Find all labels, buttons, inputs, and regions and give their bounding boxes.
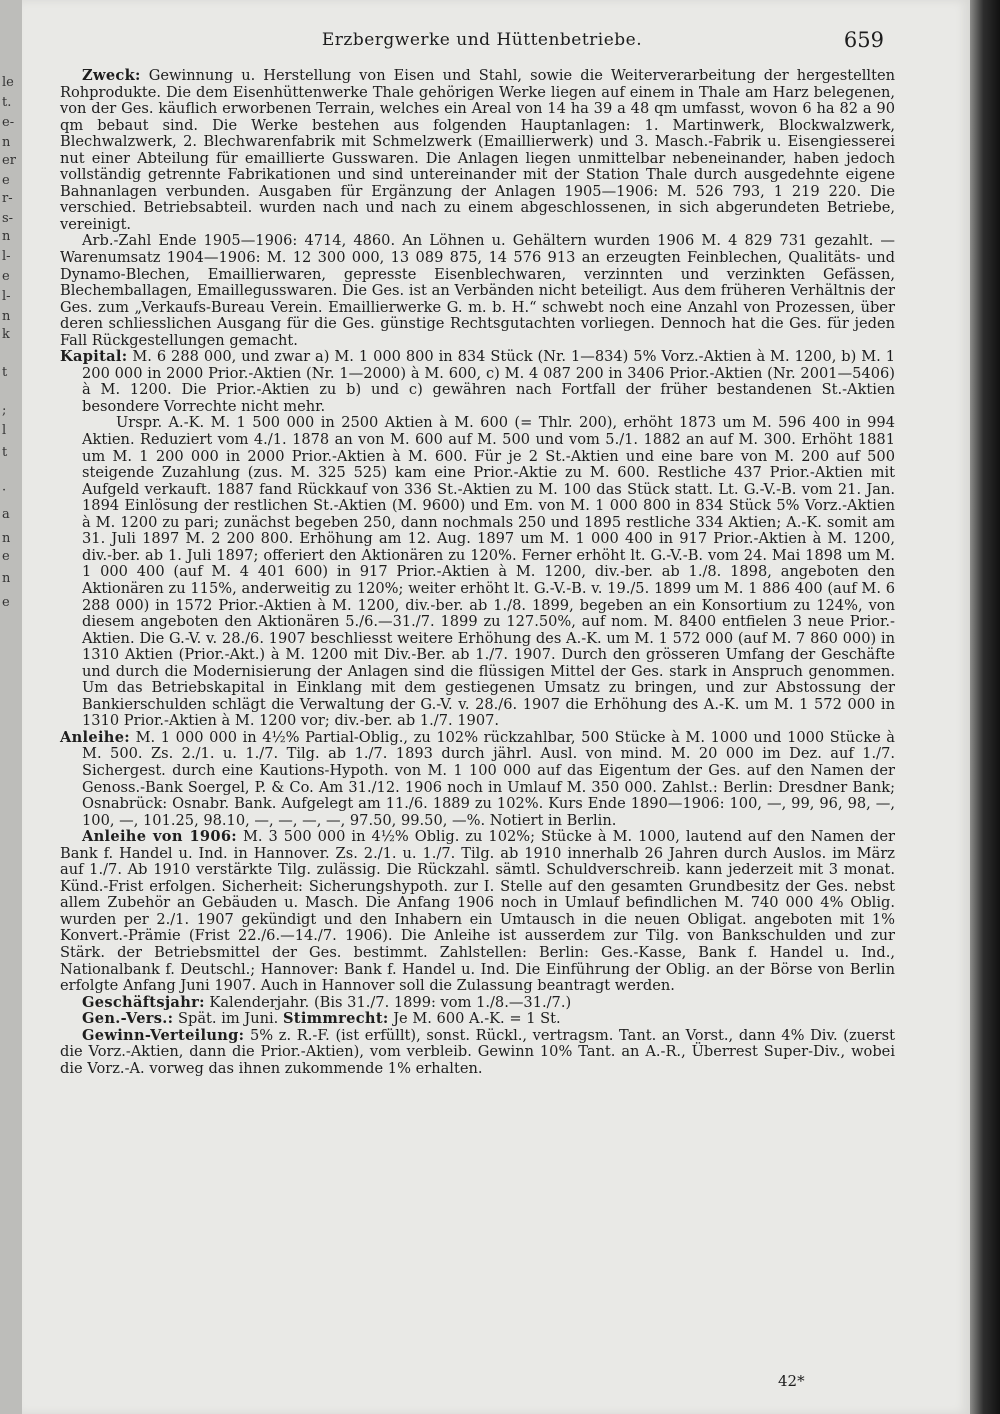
geschaeftsjahr-line	[60, 995, 895, 1012]
margin-fragment: e	[2, 173, 10, 188]
anleihe-text: M. 1 000 000 in 4½% Partial-Oblig., zu 102% rückzahlbar, 500 Stücke à M. 1000 und 1000 Stücke à M. 500. Zs. 2./1. u. 1./7. Tilg. ab 1./7. 1893 durch jährl. Ausl. von mind. M. 20 000 im Dez. auf 1./7. Sichergest. durch eine Kautions-Hypoth. von M. 1 100 000 auf das Eigentum der Ges. auf den Namen der Genoss.-Bank Soergel, P. & Co. Am 31./12. 1906 noch in Umlauf M. 350 000. Zahlst.: Berlin: Dresdner Bank; Osnabrück: Osnabr. Bank. Aufgelegt am 11./6. 1889 zu 102%. Kurs Ende 1890—1906: 100, —, 99, 96, 98, —, 100, —, 101.25, 98.10, —, —, —, —, 97.50, 99.50, —%. Notiert in Berlin.	[82, 728, 896, 829]
anleihe-section	[60, 730, 895, 829]
kapital-history-text: Urspr. A.-K. M. 1 500 000 in 2500 Aktien à M. 600 (= Thlr. 200), erhöht 1873 um M. 596 400 in 994 Aktien. Reduziert vom 4./1. 1878 an von M. 600 auf M. 500 und vom 5./1. 1882 an auf M. 300. Erhöht 1881 um M. 1 200 000 in 2000 Prior.-Aktien à M. 600. Für je 2 St.-Aktien und eine bare von M. 200 auf 500 steigende Zuzahlung (zus. M. 325 525) kam eine Prior.-Aktie zu M. 600. Restliche 437 Prior.-Aktien mit Aufgeld verkauft. 1887 fand Rückkauf von 336 St.-Aktien zu M. 100 das Stück statt. Lt. G.-V.-B. vom 21. Jan. 1894 Einlösung der restlichen St.-Aktien (M. 9600) und Em. von M. 1 000 800 in 834 Stück 5% Vorz.-Aktien à M. 1200 zu pari; zunächst begeben 250, dann nochmals 250 und 1895 restliche 334 Aktien; A.-K. somit am 31. Juli 1897 M. 2 200 800. Erhöhung am 12. Aug. 1897 um M. 1 000 400 in 917 Prior.-Aktien à M. 1200, div.-ber. ab 1. Juli 1897; offeriert den Aktionären zu 120%. Ferner erhöht lt. G.-V.-B. vom 24. Mai 1898 um M. 1 000 400 (auf M. 4 401 600) in 917 Prior.-Aktien à M. 1200, div.-ber. ab 1./8. 1898, angeboten den Aktionären zu 115%, anderweitig zu 120%; weiter erhöht lt. G.-V.-B. v. 19./5. 1899 um M. 1 886 400 (auf M. 6 288 000) in 1572 Prior.-Aktien à M. 1200, div.-ber. ab 1./8. 1899, begeben an ein Konsortium zu 124%, von diesem angeboten den Aktionären 5./6.—31./7. 1899 zu 127.50%, auf nom. M. 8400 entfielen 3 neue Prior.-Aktien. Die G.-V. v. 28./6. 1907 beschliesst weitere Erhöhung des A.-K. um M. 1 572 000 (auf M. 7 860 000) in 1310 Aktien (Prior.-Akt.) à M. 1200 mit Div.-Ber. ab 1./7. 1907. Durch den grösseren Umfang der Geschäfte und durch die Modernisierung der Anlagen sind die flüssigen Mittel der Ges. stark in Anspruch genommen. Um das Betriebskapital in Einklang mit dem gestiegenen Umsatz zu bringen, und zur Abstossung der Bankierschulden schlägt die Verwaltung der G.-V. v. 28./6. 1907 die Erhöhung des A.-K. um M. 1 572 000 in 1310 Prior.-Aktien à M. 1200 vor; div.-ber. ab 1./7. 1907.	[82, 414, 895, 730]
margin-fragment: a	[2, 507, 10, 522]
stimmrecht-label: Stimmrecht:	[282, 1010, 389, 1028]
margin-fragment: e-	[2, 115, 15, 130]
arb-zahl-paragraph	[60, 233, 895, 349]
zweck-text: Gewinnung u. Herstellung von Eisen und Stahl, sowie die Weiterverarbeitung der hergestellten Rohprodukte. Die dem Eisenhüttenwerke Thale gehörigen Werke liegen auf einem in Thale am Harz belegenen, von der Ges. käuflich erworbenen Terrain, welches ein Areal von 14 ha 39 a 48 qm umfasst, wovon 6 ha 82 a 90 qm bebaut sind. Die Werke bestehen aus folgenden Hauptanlagen: 1. Martinwerk, Blockwalzwerk, Blechwalzwerk, 2. Blechwarenfabrik mit Schmelzwerk (Emaillierwerk) und 3. Masch.-Fabrik u. Eisengiesserei nut einer Abteilung für emaillierte Gusswaren. Die Anlagen liegen unmittelbar nebeneinander, haben jedoch vollständig getrennte Fabrikationen und sind untereinander mit der Station Thale durch ausgedehnte eigene Bahnanlagen verbunden. Ausgaben für Ergänzung der Anlagen 1905—1906: M. 526 793, 1 219 220. Die verschied. Betriebsabteil. wurden nach und nach zu einem abgeschlossenen, in sich abgerundeten Betriebe, vereinigt.	[60, 67, 895, 233]
anleihe-1906-section	[60, 829, 895, 994]
margin-fragment: n	[2, 531, 11, 546]
kapital-section	[60, 349, 895, 415]
margin-fragment: ;	[2, 403, 7, 418]
margin-fragment: l	[2, 423, 7, 438]
running-head: Erzbergwerke und Hüttenbetriebe.	[321, 30, 643, 50]
margin-fragment: e	[2, 549, 10, 564]
zweck-section	[60, 68, 895, 233]
margin-fragment: s-	[2, 211, 14, 226]
page-number: 659	[843, 28, 884, 52]
gen-vers-label: Gen.-Vers.:	[82, 1010, 174, 1028]
page-edge-shadow	[970, 0, 1000, 1414]
margin-fragment: l-	[2, 289, 11, 304]
margin-fragment: t.	[2, 95, 12, 110]
anleihe-1906-text: M. 3 500 000 in 4½% Oblig. zu 102%; Stücke à M. 1000, lautend auf den Namen der Bank f. Handel u. Ind. in Hannover. Zs. 2./1. u. 1./7. Tilg. ab 1910 innerhalb 26 Jahren durch Auslos. im März auf 1./7. Ab 1910 verstärkte Tilg. zulässig. Die Rückzahl. sämtl. Schuldverschreib. kann jederzeit mit 3 monat. Künd.-Frist erfolgen. Sicherheit: Sicherungshypoth. zur I. Stelle auf den gesamten Grundbesitz der Ges. nebst allem Zubehör an Gebäuden u. Masch. Die Anfang 1906 noch in Umlauf befindlichen M. 740 000 4% Oblig. wurden per 2./1. 1907 gekündigt und den Inhabern ein Umtausch in die neuen Obligat. angeboten mit 1% Konvert.-Prämie (Frist 22./6.—14./7. 1906). Die Anleihe ist ausserdem zur Tilg. von Bankschulden und zur Stärk. der Betriebsmittel der Ges. bestimmt. Zahlstellen: Berlin: Ges.-Kasse, Bank f. Handel u. Ind., Nationalbank f. Deutschl.; Hannover: Bank f. Handel u. Ind. Die Einführung der Oblig. an der Börse von Berlin erfolgte Anfang Juni 1907. Auch in Hannover soll die Zulassung beantragt werden.	[60, 828, 895, 995]
geschaeftsjahr-label: Geschäftsjahr:	[82, 993, 205, 1011]
gewinn-verteilung-text: 5% z. R.-F. (ist erfüllt), sonst. Rückl., vertragsm. Tant. an Vorst., dann 4% Div. (zuerst die Vorz.-Aktien, dann die Prior.-Aktien), vom verbleib. Gewinn 10% Tant. an A.-R., Überrest Super-Div., wobei die Vorz.-A. vorweg das ihnen zukommende 1% erhalten.	[60, 1026, 895, 1077]
margin-fragment: r-	[2, 191, 13, 206]
kapital-label: Kapital:	[60, 348, 128, 366]
arb-zahl-text: Arb.-Zahl Ende 1905—1906: 4714, 4860. An Löhnen u. Gehältern wurden 1906 M. 4 829 731 gezahlt. — Warenumsatz 1904—1906: M. 12 300 000, 13 089 875, 14 576 913 an erzeugten Feinblechen, Qualitäts- und Dynamo-Blechen, Emaillierwaren, gepresste Eisenblechwaren, verzinnten und verzinkten Gefässen, Blechemballagen, Emaillegusswaren. Die Ges. ist an Verbänden nicht beteiligt. Aus dem früheren Verhältnis der Ges. zum „Verkaufs-Bureau Verein. Emaillierwerke G. m. b. H.“ schwebt noch eine Anzahl von Prozessen, über deren schliesslichen Ausgang für die Ges. günstige Rechtsgutachten vorliegen. Dennoch hat die Ges. für jeden Fall Rückgestellungen gemacht.	[60, 232, 895, 349]
margin-fragment: le	[2, 75, 14, 90]
signature-mark: 42*	[778, 1372, 805, 1390]
margin-fragment: er	[2, 153, 16, 168]
geschaeftsjahr-text: Kalenderjahr. (Bis 31./7. 1899: vom 1./8.—31./7.)	[209, 993, 572, 1011]
margin-fragment: n	[2, 309, 11, 324]
stimmrecht-text: Je M. 600 A.-K. = 1 St.	[393, 1010, 561, 1028]
gen-vers-text: Spät. im Juni.	[178, 1010, 279, 1028]
gewinn-verteilung-section	[60, 1028, 895, 1078]
margin-fragment: l-	[2, 249, 11, 264]
margin-fragment: n	[2, 135, 11, 150]
kapital-history	[60, 415, 895, 729]
page-header	[62, 28, 902, 52]
margin-fragment: e	[2, 269, 10, 284]
margin-fragment: n	[2, 229, 11, 244]
anleihe-label: Anleihe:	[60, 728, 130, 746]
margin-fragment: e	[2, 595, 10, 610]
kapital-text: M. 6 288 000, und zwar a) M. 1 000 800 in 834 Stück (Nr. 1—834) 5% Vorz.-Aktien à M. 1200, b) M. 1 200 000 in 2000 Prior.-Aktien (Nr. 1—2000) à M. 600, c) M. 4 087 200 in 3406 Prior.-Aktien (Nr. 2001—5406) à M. 1200. Die Prior.-Aktien zu b) und c) gewähren nach Fortfall der früher bestandenen St.-Aktien besondere Vorrechte nicht mehr.	[82, 348, 895, 415]
gen-vers-line	[60, 1011, 895, 1028]
margin-fragment: t	[2, 365, 8, 380]
zweck-label: Zweck:	[82, 67, 141, 84]
document-page	[22, 0, 970, 1414]
adjacent-page-strip	[0, 0, 22, 1414]
margin-fragment: n	[2, 571, 11, 586]
anleihe-1906-label: Anleihe von 1906:	[82, 828, 237, 846]
margin-fragment: ·	[2, 483, 7, 498]
margin-fragment: t	[2, 445, 8, 460]
page-body	[60, 68, 895, 1077]
margin-fragment: k	[2, 327, 10, 342]
gewinn-verteilung-label: Gewinn-Verteilung:	[82, 1026, 245, 1044]
